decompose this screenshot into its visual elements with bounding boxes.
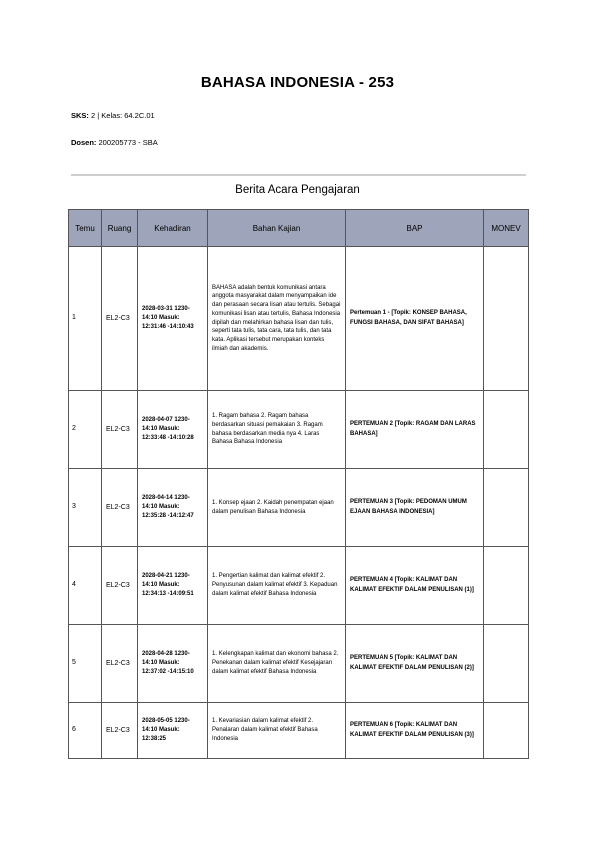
sks-value: 2 | Kelas: 64.2C.01 [91,111,155,120]
cell-temu: 3 [69,469,102,547]
col-header-ruang: Ruang [102,210,138,247]
dosen-label: Dosen: [71,138,97,147]
table-row [69,391,529,469]
cell-bap: PERTEMUAN 4 [Topik: KALIMAT DAN KALIMAT EFEKTIF DALAM PENULISAN (1)] [346,547,484,625]
col-header-temu: Temu [69,210,102,247]
cell-temu: 1 [69,247,102,391]
page-title: BAHASA INDONESIA - 253 [200,74,395,91]
cell-bahan-kajian: 1. Pengertian kalimat dan kalimat efektif 2. Penyusunan dalam kalimat efektif 3. Kepaduan dalam kalimat efektif Bahasa Indonesia [208,547,346,625]
cell-bap: PERTEMUAN 6 [Topik: KALIMAT DAN KALIMAT EFEKTIF DALAM PENULISAN (3)] [346,703,484,759]
cell-monev [484,469,529,547]
cell-kehadiran: 2028-04-28 1230-14:10 Masuk: 12:37:02 -14:15:10 [138,625,208,703]
table-row [69,469,529,547]
cell-bap: PERTEMUAN 5 [Topik: KALIMAT DAN KALIMAT EFEKTIF DALAM PENULISAN (2)] [346,625,484,703]
col-header-monev: MONEV [484,210,529,247]
cell-kehadiran: 2028-05-05 1230-14:10 Masuk: 12:38:25 [138,703,208,759]
cell-monev [484,625,529,703]
cell-ruang: EL2-C3 [102,625,138,703]
cell-kehadiran: 2028-04-14 1230-14:10 Masuk: 12:35:28 -14:12:47 [138,469,208,547]
cell-temu: 5 [69,625,102,703]
cell-ruang: EL2-C3 [102,547,138,625]
divider [71,174,526,176]
cell-bahan-kajian: BAHASA adalah bentuk komunikasi antara anggota masyarakat dalam menyampaikan ide dan perasaan secara lisan atau tertulis. Sebagai komunikasi lisan atau tertulis, Bahasa Indonesia dipilah dan melahirkan bahasa lisan dan tulis, seperti tata tulis, tata cara, tata tulis, dan tata kata. Aplikasi tersebut merupakan konteks ilmiah dan akademis. [208,247,346,391]
cell-monev [484,703,529,759]
cell-temu: 6 [69,703,102,759]
cell-ruang: EL2-C3 [102,703,138,759]
col-header-kehadiran: Kehadiran [138,210,208,247]
cell-bap: PERTEMUAN 3 [Topik: PEDOMAN UMUM EJAAN BAHASA INDONESIA] [346,469,484,547]
table-row [69,625,529,703]
cell-kehadiran: 2028-03-31 1230-14:10 Masuk: 12:31:46 -14:10:43 [138,247,208,391]
cell-bahan-kajian: 1. Konsep ejaan 2. Kaidah penempatan ejaan dalam penulisan Bahasa Indonesia [208,469,346,547]
col-header-bahan-kajian: Bahan Kajian [208,210,346,247]
sks-kelas-line [71,111,155,120]
cell-bap: Pertemuan 1 - [Topik: KONSEP BAHASA, FUNGSI BAHASA, DAN SIFAT BAHASA] [346,247,484,391]
cell-temu: 4 [69,547,102,625]
dosen-value: 200205773 - SBA [98,138,158,147]
bap-table [68,209,529,759]
table-row [69,547,529,625]
cell-ruang: EL2-C3 [102,391,138,469]
table-row [69,247,529,391]
cell-kehadiran: 2028-04-21 1230-14:10 Masuk: 12:34:13 -14:09:51 [138,547,208,625]
sks-label: SKS: [71,111,89,120]
cell-monev [484,391,529,469]
cell-ruang: EL2-C3 [102,469,138,547]
cell-monev [484,247,529,391]
table-header-row [69,210,529,247]
cell-ruang: EL2-C3 [102,247,138,391]
col-header-bap: BAP [346,210,484,247]
cell-bahan-kajian: 1. Ragam bahasa 2. Ragam bahasa berdasarkan situasi pemakaian 3. Ragam bahasa berdasarkan media nya 4. Laras Bahasa Bahasa Indonesia [208,391,346,469]
table-row [69,703,529,759]
cell-temu: 2 [69,391,102,469]
cell-kehadiran: 2028-04-07 1230-14:10 Masuk: 12:33:48 -14:10:28 [138,391,208,469]
cell-monev [484,547,529,625]
section-title: Berita Acara Pengajaran [235,184,360,196]
cell-bahan-kajian: 1. Kevariasian dalam kalimat efektif 2. Penalaran dalam kalimat efektif Bahasa Indonesia [208,703,346,759]
cell-bap: PERTEMUAN 2 [Topik: RAGAM DAN LARAS BAHASA] [346,391,484,469]
dosen-line [71,138,158,147]
cell-bahan-kajian: 1. Kelengkapan kalimat dan ekonomi bahasa 2. Penekanan dalam kalimat efektif Kesejajaran dalam kalimat efektif Bahasa Indonesia [208,625,346,703]
